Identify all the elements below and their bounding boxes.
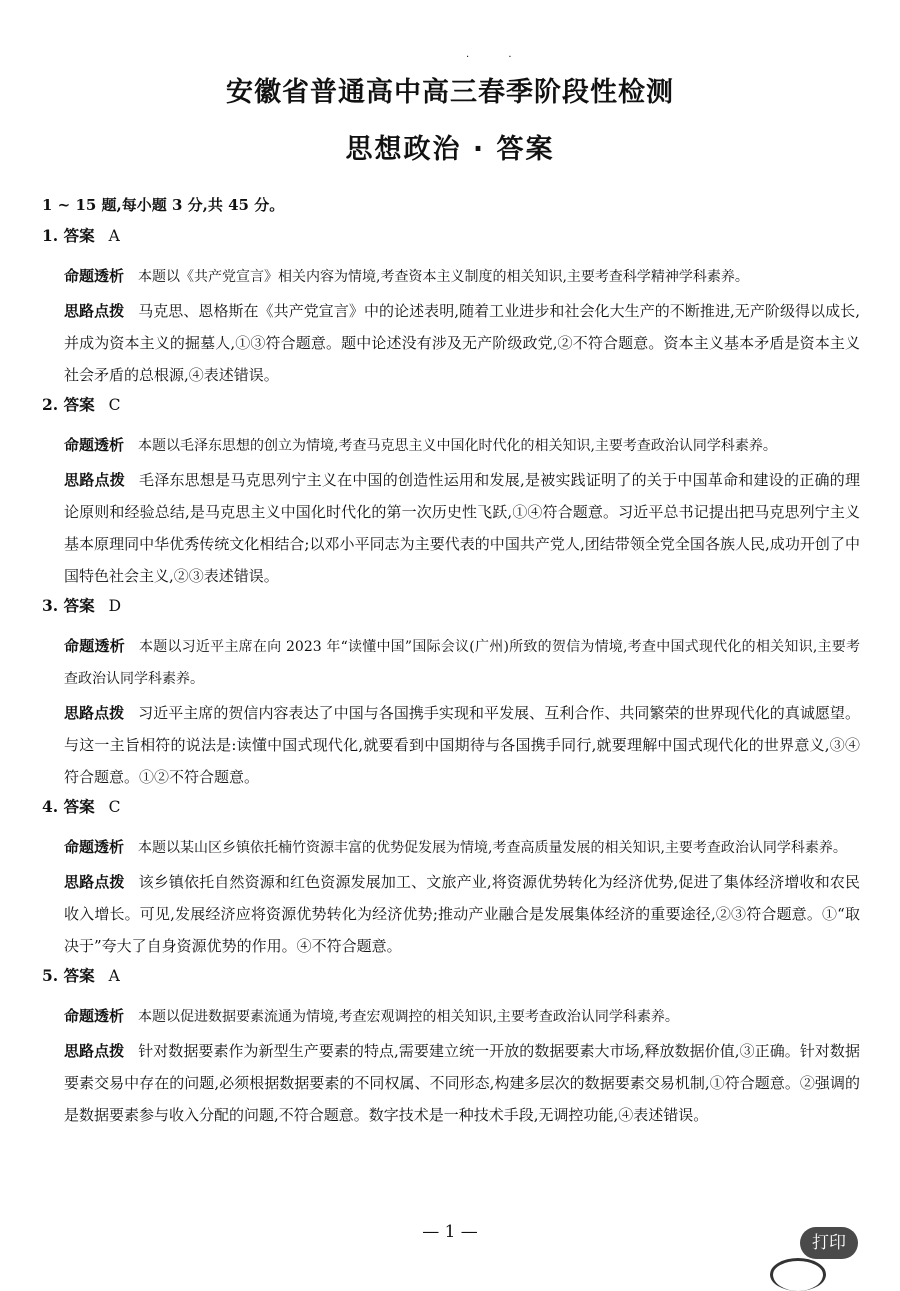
hint (64, 866, 860, 962)
question-3 (42, 596, 860, 793)
analysis-label: 命题透析 (64, 436, 125, 454)
hint-label: 思路点拨 (64, 471, 125, 489)
analysis-label: 命题透析 (64, 838, 125, 856)
question-1 (42, 226, 860, 391)
hint (64, 1035, 860, 1131)
question-header (42, 797, 860, 831)
question-number: 3. 答案 (42, 596, 95, 615)
question-header (42, 966, 860, 1000)
answer-value: C (108, 798, 121, 816)
analysis (64, 429, 860, 462)
analysis (64, 831, 860, 864)
hint-text: 毛泽东思想是马克思列宁主义在中国的创造性运用和发展,是被实践证明了的关于中国革命和建设的正确的理论原则和经验总结,是马克思主义中国化时代化的第一次历史性飞跃,①④符合题意。习近平总书记提出把马克思列宁主义基本原理同中华优秀传统文化相结合;以邓小平同志为主要代表的中国共产党人,团结带领全党全国各族人民,成功开创了中国特色社会主义,②③表述错误。 (64, 471, 860, 585)
scoring-intro: 1 ~ 15 题,每小题 3 分,共 45 分。 (42, 196, 285, 214)
question-number: 5. 答案 (42, 966, 95, 985)
analysis-text: 本题以某山区乡镇依托楠竹资源丰富的优势促发展为情境,考查高质量发展的相关知识,主要考查政治认同学科素养。 (138, 840, 847, 856)
scan-specks: · · (466, 52, 530, 63)
hint (64, 464, 860, 592)
analysis-label: 命题透析 (64, 637, 125, 655)
hint-label: 思路点拨 (64, 704, 125, 722)
hint-text: 该乡镇依托自然资源和红色资源发展加工、文旅产业,将资源优势转化为经济优势,促进了集体经济增收和农民收入增长。可见,发展经济应将资源优势转化为经济优势;推动产业融合是发展集体经济的重要途径,②③符合题意。①“取决于”夸大了自身资源优势的作用。④不符合题意。 (64, 873, 860, 955)
page-title: 安徽省普通高中高三春季阶段性检测 (226, 77, 674, 108)
analysis-label: 命题透析 (64, 267, 125, 285)
question-5 (42, 966, 860, 1131)
analysis-label: 命题透析 (64, 1007, 125, 1025)
hint-label: 思路点拨 (64, 302, 125, 320)
answer-value: A (108, 227, 120, 245)
hint-label: 思路点拨 (64, 873, 125, 891)
answer-value: C (108, 396, 121, 414)
hint-text: 针对数据要素作为新型生产要素的特点,需要建立统一开放的数据要素大市场,释放数据价值,③正确。针对数据要素交易中存在的问题,必须根据数据要素的不同权属、不同形态,构建多层次的数据要素交易机制,①符合题意。②强调的是数据要素参与收入分配的问题,不符合题意。数字技术是一种技术手段,无调控功能,④表述错误。 (64, 1042, 860, 1124)
hint-text: 马克思、恩格斯在《共产党宣言》中的论述表明,随着工业进步和社会化大生产的不断推进,无产阶级得以成长,并成为资本主义的掘墓人,①③符合题意。题中论述没有涉及无产阶级政党,②不符合题意。资本主义基本矛盾是资本主义社会矛盾的总根源,④表述错误。 (64, 302, 860, 384)
page-subtitle: 思想政治 · 答案 (345, 134, 555, 165)
question-2 (42, 395, 860, 592)
question-header (42, 226, 860, 260)
question-header (42, 395, 860, 429)
analysis-text: 本题以毛泽东思想的创立为情境,考查马克思主义中国化时代化的相关知识,主要考查政治认同学科素养。 (138, 438, 777, 454)
hint-text: 习近平主席的贺信内容表达了中国与各国携手实现和平发展、互利合作、共同繁荣的世界现代化的真诚愿望。与这一主旨相符的说法是:读懂中国式现代化,就要看到中国期待与各国携手同行,就要理解中国式现代化的世界意义,③④符合题意。①②不符合题意。 (64, 704, 860, 786)
analysis-text: 本题以促进数据要素流通为情境,考查宏观调控的相关知识,主要考查政治认同学科素养。 (138, 1009, 679, 1025)
analysis (64, 630, 860, 695)
hint-label: 思路点拨 (64, 1042, 125, 1060)
hint (64, 295, 860, 391)
print-button[interactable]: 打印 (800, 1227, 858, 1259)
hint (64, 697, 860, 793)
analysis (64, 1000, 860, 1033)
question-number: 1. 答案 (42, 226, 95, 245)
corner-arc-icon (770, 1258, 826, 1291)
question-4 (42, 797, 860, 962)
analysis (64, 260, 860, 293)
question-header (42, 596, 860, 630)
answer-value: A (108, 967, 120, 985)
answer-list (42, 226, 860, 1135)
analysis-text: 本题以《共产党宣言》相关内容为情境,考查资本主义制度的相关知识,主要考查科学精神学科素养。 (138, 269, 749, 285)
page-number: — 1 — (422, 1222, 478, 1242)
analysis-text: 本题以习近平主席在向 2023 年“读懂中国”国际会议(广州)所致的贺信为情境,考查中国式现代化的相关知识,主要考查政治认同学科素养。 (64, 639, 860, 687)
question-number: 4. 答案 (42, 797, 95, 816)
question-number: 2. 答案 (42, 395, 95, 414)
answer-value: D (108, 597, 122, 615)
